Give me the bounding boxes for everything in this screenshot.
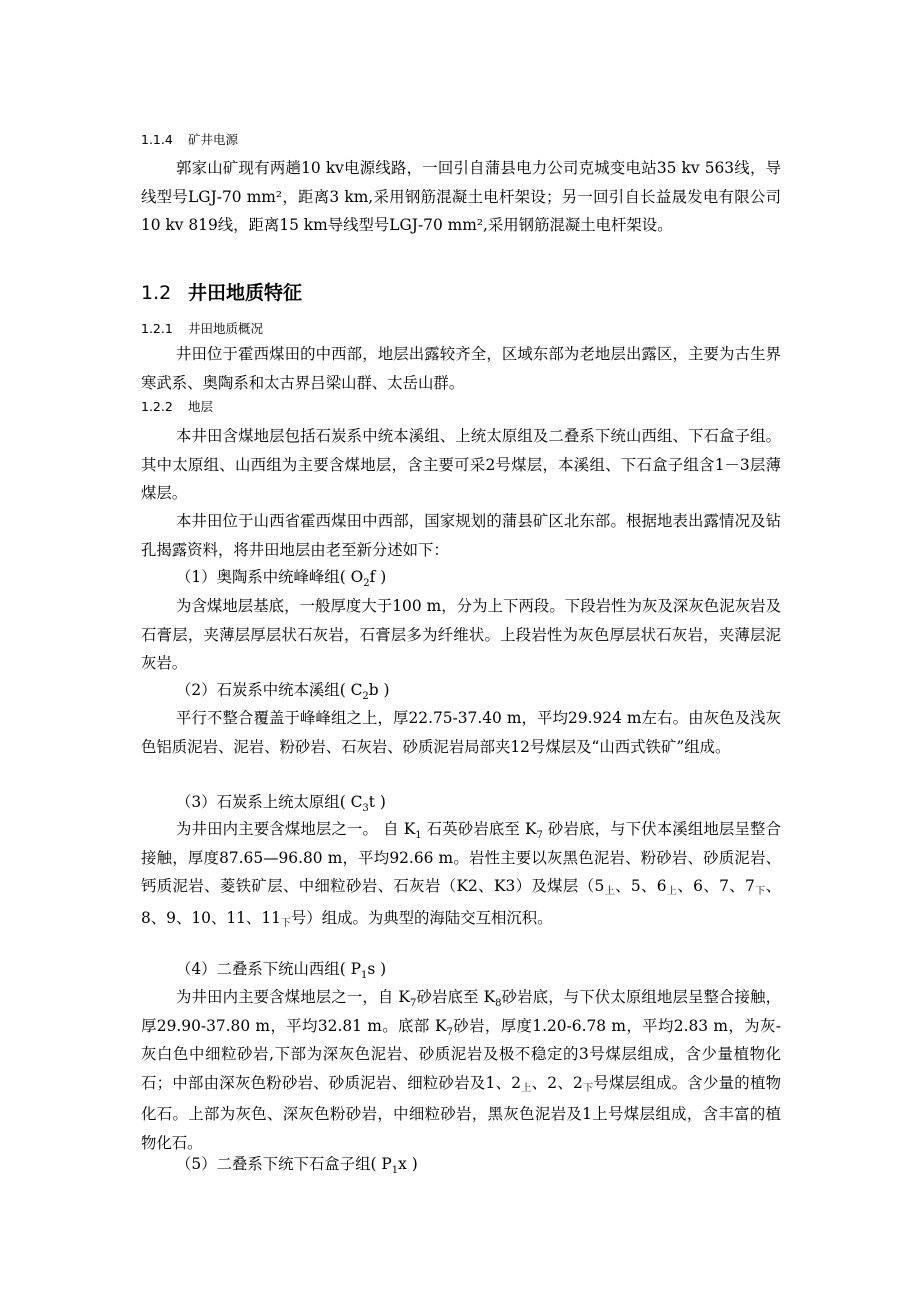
paragraph-power-supply: 郭家山矿现有两趟10 kv电源线路，一回引自蒲县电力公司克城变电站35 kv 563线，导线型号LGJ-70 mm²，距离3 km,采用钢筋混凝土电杆架设；另一回引自长益晟发电有限公司10 kv 819线，距离15 km导线型号LGJ-70 mm²,采用钢筋混凝土电杆架设。 bbox=[141, 159, 781, 234]
section-number: 1.2.1 bbox=[141, 321, 173, 336]
section-heading-1-1-4 bbox=[141, 132, 238, 148]
text-run: 为井田内主要含煤地层之一。 自 K bbox=[176, 820, 416, 838]
subscript: 下 bbox=[280, 917, 291, 929]
text-run: 砂岩底，与下伏太原组地层呈整合接触，厚29.90-37.80 m，平均32.81 m。底部 K bbox=[141, 988, 782, 1035]
text-run: 、6、7、7 bbox=[677, 877, 755, 895]
stratum-subscript: 1 bbox=[391, 1165, 399, 1177]
stratum-label: （4）二叠系下统山西组( bbox=[176, 960, 351, 978]
paragraph-stratum-4 bbox=[141, 983, 781, 1157]
text-run: 为井田内主要含煤地层之一，自 K bbox=[176, 988, 410, 1006]
section-number: 1.2.2 bbox=[141, 399, 173, 414]
subscript: 7 bbox=[536, 830, 543, 842]
stratum-tail: f ) bbox=[369, 568, 387, 586]
stratum-heading-4 bbox=[176, 955, 386, 983]
subscript: 下 bbox=[754, 886, 766, 897]
stratum-symbol: P bbox=[381, 1155, 392, 1173]
paragraph-stratum-3 bbox=[141, 815, 781, 935]
stratum-symbol: P bbox=[350, 960, 361, 978]
text-run: 砂岩底，与下伏本溪组地层呈整合接触，厚度87.65—96.80 m，平均92.66 m。岩性主要以灰黑色泥岩、粉砂岩、砂质泥岩、钙质泥岩、菱铁矿层、中细粒砂岩、石灰岩（K2、K3）及煤层（5 bbox=[141, 820, 781, 895]
stratum-subscript: 3 bbox=[362, 803, 369, 815]
section-title: 地层 bbox=[188, 399, 214, 414]
subscript: 上 bbox=[521, 1082, 532, 1094]
section-heading-1-2-2 bbox=[141, 399, 213, 415]
paragraph-strata-intro: 本井田含煤地层包括石炭系中统本溪组、上统太原组及二叠系下统山西组、下石盒子组。其中太原组、山西组为主要含煤地层，含主要可采2号煤层，本溪组、下石盒子组含1－3层薄煤层。 bbox=[141, 427, 781, 502]
subscript: 7 bbox=[446, 1026, 453, 1038]
stratum-tail: x ) bbox=[398, 1155, 418, 1173]
subscript: 7 bbox=[409, 998, 417, 1010]
stratum-subscript: 1 bbox=[360, 970, 368, 982]
stratum-tail: s ) bbox=[367, 960, 387, 978]
stratum-heading-3 bbox=[176, 788, 386, 816]
subscript: 下 bbox=[582, 1082, 594, 1094]
text-run: 砂岩底至 K bbox=[416, 988, 496, 1006]
section-number: 1.1.4 bbox=[141, 132, 173, 147]
subscript: 1 bbox=[415, 830, 422, 842]
subscript: 8 bbox=[495, 998, 502, 1010]
stratum-tail: t ) bbox=[368, 793, 386, 811]
text-run: 、5、6 bbox=[615, 877, 667, 895]
text-run: 号煤层组成。含少量的植物化石。上部为灰色、深灰色粉砂岩，中细粒砂岩，黑灰色泥岩及1上号煤层组成，含丰富的植物化石。 bbox=[141, 1073, 782, 1152]
paragraph-stratum-2: 平行不整合覆盖于峰峰组之上，厚22.75-37.40 m，平均29.924 m左右。由灰色及浅灰色铝质泥岩、泥岩、粉砂岩、石灰岩、砂质泥岩局部夹12号煤层及“山西式铁矿”组成。 bbox=[141, 709, 781, 756]
stratum-subscript: 2 bbox=[363, 578, 370, 590]
section-heading-1-2 bbox=[141, 280, 302, 306]
stratum-symbol: C bbox=[350, 793, 363, 811]
text-run: 号）组成。为典型的海陆交互相沉积。 bbox=[290, 908, 553, 927]
section-number: 1.2 bbox=[141, 282, 172, 304]
stratum-label: （1）奥陶系中统峰峰组( bbox=[176, 568, 351, 586]
section-title: 井田地质特征 bbox=[188, 282, 303, 304]
stratum-heading-5 bbox=[176, 1150, 418, 1178]
stratum-subscript: 2 bbox=[362, 691, 369, 703]
stratum-heading-1 bbox=[176, 563, 386, 591]
subscript: 上 bbox=[604, 886, 616, 897]
stratum-symbol: C bbox=[350, 681, 363, 699]
paragraph-strata-location: 本井田位于山西省霍西煤田中西部，国家规划的蒲县矿区北东部。根据地表出露情况及钻孔揭露资料，将井田地层由老至新分述如下： bbox=[141, 512, 781, 559]
stratum-heading-2 bbox=[176, 676, 390, 704]
stratum-label: （5）二叠系下统下石盒子组( bbox=[176, 1155, 382, 1173]
text-run: 砂岩，厚度1.20-6.78 m，平均2.83 m，为灰-灰白色中细粒砂岩,下部为深灰色泥岩、砂质泥岩及极不稳定的3号煤层组成，含少量植物化石；中部由深灰色粉砂岩、砂质泥岩、细粒砂岩及1、2 bbox=[141, 1016, 781, 1092]
section-title: 井田地质概况 bbox=[188, 321, 264, 336]
paragraph-stratum-1: 为含煤地层基底，一般厚度大于100 m，分为上下两段。下段岩性为灰及深灰色泥灰岩及石膏层，夹薄层厚层状石灰岩，石膏层多为纤维状。上段岩性为灰色厚层状石灰岩，夹薄层泥灰岩。 bbox=[141, 597, 781, 672]
section-title: 矿井电源 bbox=[188, 132, 239, 147]
text-run: 、2、2 bbox=[531, 1073, 583, 1092]
stratum-label: （2）石炭系中统本溪组( bbox=[176, 681, 351, 699]
section-heading-1-2-1 bbox=[141, 321, 263, 337]
text-run: 石英砂岩底至 K bbox=[421, 820, 537, 838]
stratum-label: （3）石炭系上统太原组( bbox=[176, 793, 351, 811]
subscript: 上 bbox=[666, 886, 678, 897]
stratum-tail: b ) bbox=[368, 681, 390, 699]
text-run: 、8、9、10、11、11 bbox=[141, 877, 782, 927]
stratum-symbol: O bbox=[350, 568, 364, 586]
paragraph-geology-overview: 井田位于霍西煤田的中西部，地层出露较齐全，区域东部为老地层出露区，主要为古生界寒武系、奥陶系和太古界吕梁山群、太岳山群。 bbox=[141, 345, 781, 392]
